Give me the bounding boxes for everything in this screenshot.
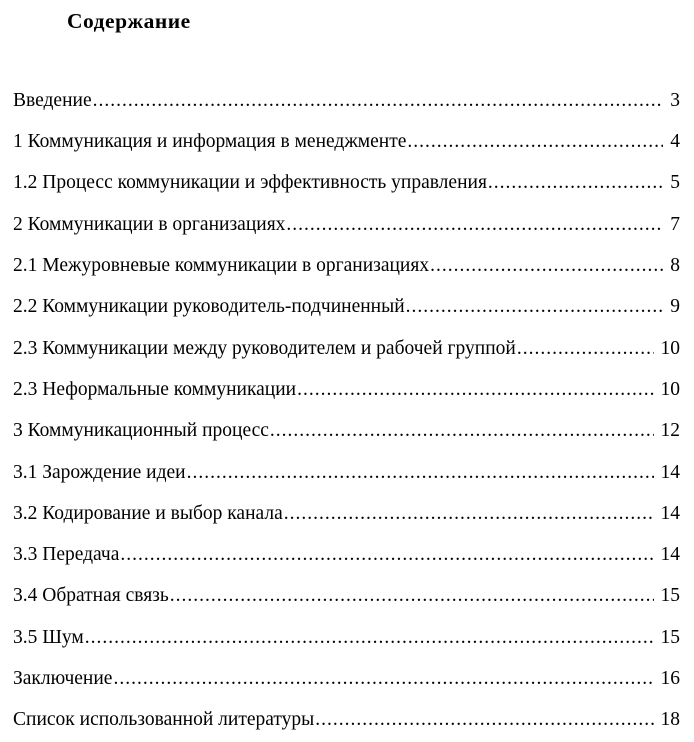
toc-entry-label: 3.4 Обратная связь <box>13 585 169 607</box>
dot-leader <box>187 463 654 483</box>
dot-leader <box>315 710 653 730</box>
toc-entry-page-number: 3 <box>670 89 680 111</box>
toc-entry[interactable] <box>13 339 680 359</box>
dot-leader <box>430 256 663 276</box>
toc-entry[interactable] <box>13 297 680 317</box>
toc-entry-label: 3.5 Шум <box>13 626 84 648</box>
toc-entry[interactable] <box>13 545 680 565</box>
toc-entry[interactable] <box>13 463 680 483</box>
toc-entry[interactable] <box>13 669 680 689</box>
toc-entry-label: 1 Коммуникация и информация в менеджменте <box>13 131 407 153</box>
dot-leader <box>297 380 653 400</box>
toc-entry-page-number: 14 <box>660 461 680 483</box>
dot-leader <box>93 91 664 111</box>
dot-leader <box>488 173 663 193</box>
dot-leader <box>406 297 664 317</box>
dot-leader <box>284 504 654 524</box>
dot-leader <box>85 628 654 648</box>
toc-entry-page-number: 5 <box>670 172 680 194</box>
toc-entry[interactable] <box>13 132 680 152</box>
toc-entry-page-number: 15 <box>660 626 680 648</box>
toc-entry[interactable] <box>13 628 680 648</box>
toc-entry-label: 3.1 Зарождение идеи <box>13 461 186 483</box>
dot-leader <box>407 132 663 152</box>
toc-entry-label: 2.3 Коммуникации между руководителем и рабочей группой <box>13 337 516 359</box>
toc-entry-page-number: 7 <box>670 213 680 235</box>
toc-entry-page-number: 12 <box>660 420 680 442</box>
toc-entry-page-number: 18 <box>660 709 680 731</box>
toc-entry-label: Список использованной литературы <box>13 709 315 731</box>
toc-entry[interactable] <box>13 91 680 111</box>
toc-entry-page-number: 4 <box>670 131 680 153</box>
toc-entry-label: 2.1 Межуровневые коммуникации в организациях <box>13 255 430 277</box>
dot-leader <box>286 215 663 235</box>
toc-entry-page-number: 14 <box>660 544 680 566</box>
dot-leader <box>270 421 654 441</box>
toc-entry[interactable] <box>13 586 680 606</box>
toc-entry-page-number: 16 <box>660 668 680 690</box>
toc-entry[interactable] <box>13 421 680 441</box>
toc-entry[interactable] <box>13 380 680 400</box>
toc-list <box>13 91 680 730</box>
toc-entry-label: 3.2 Кодирование и выбор канала <box>13 502 283 524</box>
toc-entry-label: 3 Коммуникационный процесс <box>13 420 269 442</box>
toc-entry-label: 2.3 Неформальные коммуникации <box>13 378 297 400</box>
toc-entry-label: 3.3 Передача <box>13 544 120 566</box>
toc-entry[interactable] <box>13 504 680 524</box>
toc-entry-page-number: 8 <box>670 255 680 277</box>
dot-leader <box>120 545 653 565</box>
toc-entry-label: 2.2 Коммуникации руководитель-подчиненный <box>13 296 405 318</box>
toc-entry-page-number: 10 <box>660 378 680 400</box>
page-title: Содержание <box>67 9 191 33</box>
dot-leader <box>517 339 654 359</box>
toc-entry[interactable] <box>13 215 680 235</box>
dot-leader <box>113 669 653 689</box>
toc-entry-label: 2 Коммуникации в организациях <box>13 213 286 235</box>
toc-entry[interactable] <box>13 710 680 730</box>
toc-entry-page-number: 14 <box>660 502 680 524</box>
toc-entry-page-number: 15 <box>660 585 680 607</box>
toc-entry[interactable] <box>13 173 680 193</box>
toc-entry-label: Заключение <box>13 668 113 690</box>
toc-entry-label: 1.2 Процесс коммуникации и эффективность управления <box>13 172 487 194</box>
toc-entry-page-number: 10 <box>660 337 680 359</box>
toc-entry-page-number: 9 <box>670 296 680 318</box>
toc-entry[interactable] <box>13 256 680 276</box>
toc-entry-label: Введение <box>13 89 92 111</box>
dot-leader <box>170 586 654 606</box>
